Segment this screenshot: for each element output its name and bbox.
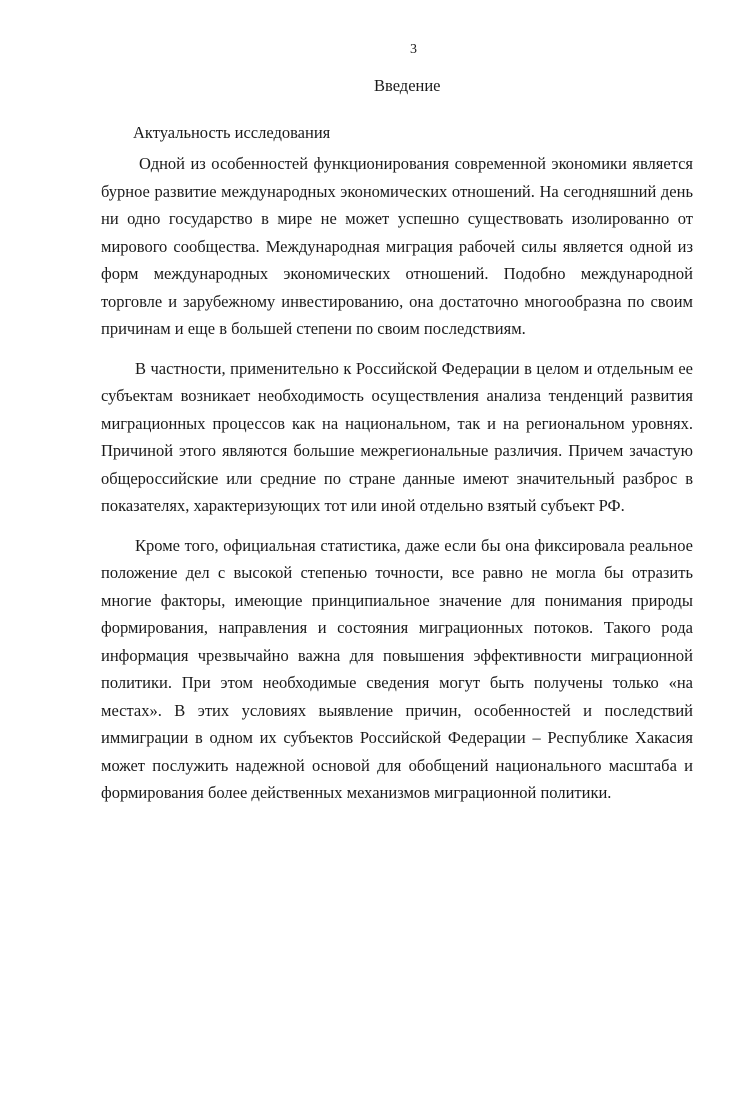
body-text <box>101 150 693 819</box>
paragraph-1: Одной из особенностей функционирования современной экономики является бурное развитие международных экономических отношений. На сегодняшний день ни одно государство в мире не может успешно существовать изолированно от мирового сообщества. Международная миграция рабочей силы является одной из форм международных экономических отношений. Подобно международной торговле и зарубежному инвестированию, она достаточно многообразна по своим причинам и еще в большей степени по своим последствиям. <box>101 154 693 338</box>
paragraph-2: В частности, применительно к Российской Федерации в целом и отдельным ее субъектам возникает необходимость осуществления анализа тенденций развития миграционных процессов как на национальном, так и на региональном уровнях. Причиной этого являются большие межрегиональные различия. Причем зачастую общероссийские или средние по стране данные имеют значительный разброс в показателях, характеризующих тот или иной отдельно взятый субъект РФ. <box>101 358 693 515</box>
section-title: Введение <box>374 76 441 95</box>
paragraph-3: Кроме того, официальная статистика, даже если бы она фиксировала реальное положение дел с высокой степенью точности, все равно не могла бы отразить многие факторы, имеющие принципиальное значение для понимания природы формирования, направления и состояния миграционных потоков. Такого рода информация чрезвычайно важна для повышения эффективности миграционной политики. При этом необходимые сведения могут быть получены только «на местах». В этих условиях выявление причин, особенностей и последствий иммиграции в одном их субъектов Российской Федерации – Республике Хакасия может послужить надежной основой для обобщений национального масштаба и формирования более действенных механизмов миграционной политики. <box>101 535 693 802</box>
subsection-heading: Актуальность исследования <box>133 123 331 142</box>
page-number: 3 <box>410 42 417 57</box>
